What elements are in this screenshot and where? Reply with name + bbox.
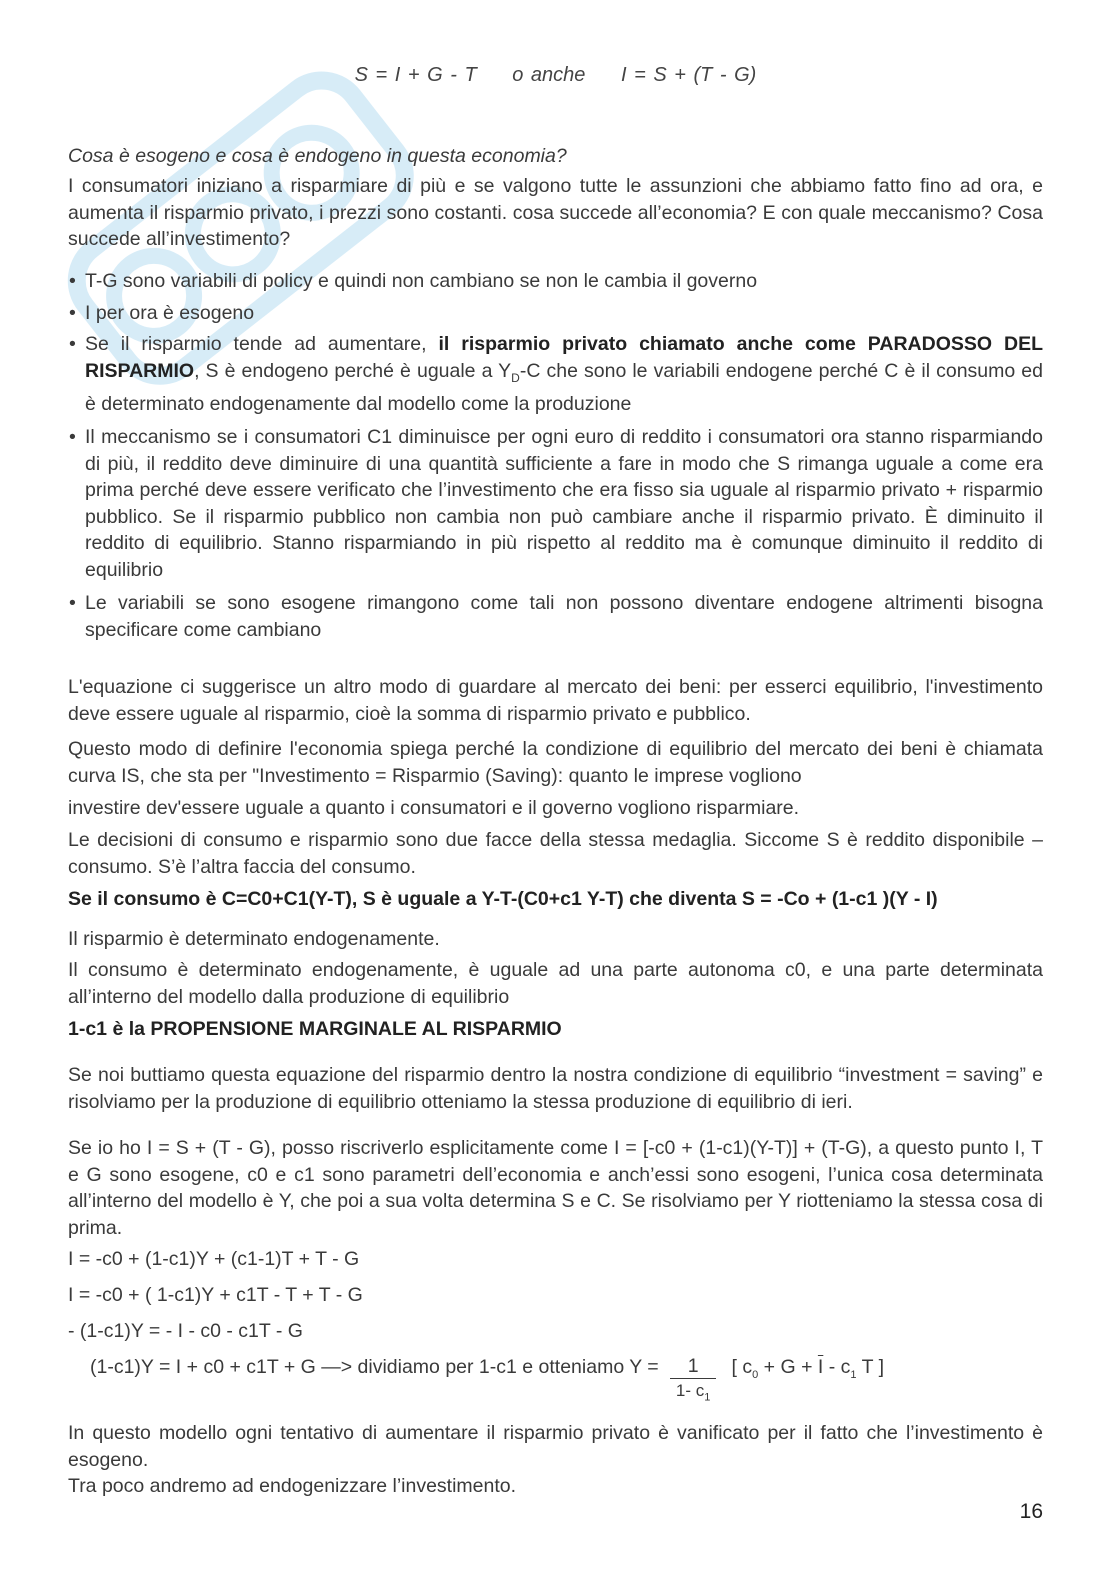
equation-line-4 <box>90 1354 1043 1409</box>
bullet-item-3 <box>68 331 1043 417</box>
intro-paragraph: I consumatori iniziano a risparmiare di più e se valgono tutte le assunzioni che abbiamo fatto fino ad ora, e aumenta il risparmio privato, i prezzi sono costanti. cosa succede all’economia? E con quale meccanismo? Cosa succede all’investimento? <box>68 175 1043 250</box>
bullet-3-text-b: , S è endogeno perché è uguale a Y <box>194 359 512 382</box>
equation-left: S = I + G - T <box>354 64 477 86</box>
bracket-expression <box>731 1356 884 1381</box>
bullet-list <box>68 268 1043 643</box>
fraction-denominator <box>670 1379 716 1409</box>
bracket-a: [ c <box>731 1356 753 1378</box>
fraction <box>670 1354 716 1409</box>
bullet-3-subscript: D <box>511 370 520 385</box>
paragraph-9: Tra poco andremo ad endogenizzare l’investimento. <box>68 1475 517 1497</box>
bracket-sub0: 0 <box>752 1368 759 1381</box>
bullet-item-2: • I per ora è esogeno <box>68 300 1043 327</box>
fraction-numerator: 1 <box>670 1354 716 1379</box>
equation-right: I = S + (T - G) <box>620 64 757 86</box>
bullet-3-text-c: -C che sono le variabili endogene perché C è il consumo ed è determinato endogenamente dal modello come la produzione <box>85 359 1043 415</box>
bullet-item-5: • Le variabili se sono esogene rimangono come tali non possono diventare endogene altrimenti bisogna specificare come cambiano <box>68 590 1043 643</box>
bracket-d: T ] <box>856 1356 884 1378</box>
equation-line-3: - (1-c1)Y = - I - c0 - c1T - G <box>68 1320 303 1342</box>
paragraph-2a: Questo modo di definire l'economia spiega perché la condizione di equilibrio del mercato dei beni è chiamata curva IS, che sta per "Investimento = Risparmio (Saving): quanto le imprese vogliono <box>68 738 1043 787</box>
question-heading: Cosa è esogeno e cosa è endogeno in questa economia? <box>68 145 567 167</box>
equation-line-2: I = -c0 + ( 1-c1)Y + c1T - T + T - G <box>68 1284 363 1306</box>
bullet-item-1: • T-G sono variabili di policy e quindi non cambiano se non le cambia il governo <box>68 268 1043 295</box>
equation-4-text: (1-c1)Y = I + c0 + c1T + G —> dividiamo per 1-c1 e otteniamo Y = <box>90 1356 659 1378</box>
paragraph-1: L'equazione ci suggerisce un altro modo di guardare al mercato dei beni: per esserci equilibrio, l'investimento deve essere uguale al risparmio, cioè la somma di risparmio privato e pubblico. <box>68 676 1043 725</box>
paragraph-5: Il consumo è determinato endogenamente, è uguale ad una parte autonoma c0, e una parte determinata all’interno del modello dalla produzione di equilibrio <box>68 959 1043 1008</box>
investment-bar: $\overline{I}$ <box>817 1356 824 1378</box>
paragraph-2b: investire dev'essere uguale a quanto i consumatori e il governo vogliono risparmiare. <box>68 797 800 819</box>
consumption-formula-line: Se il consumo è C=C0+C1(Y-T), S è uguale a Y-T-(C0+c1 Y-T) che diventa S = -Co + (1-c1 )(Y - I) <box>68 888 938 910</box>
bracket-c: - c <box>823 1356 851 1378</box>
equation-line-1: I = -c0 + (1-c1)Y + (c1-1)T + T - G <box>68 1248 360 1270</box>
paragraph-7: Se io ho I = S + (T - G), posso riscriverlo esplicitamente come I = [-c0 + (1-c1)(Y-T)] + (T-G), a questo punto I, T e G sono esogene, c0 e c1 sono parametri dell’economia e anch’essi sono esogeni, l’unica cosa determinata all’interno del modello è Y, che poi a sua volta determina S e C. Se risolviamo per Y riotteniamo la stessa cosa di prima. <box>68 1137 1043 1239</box>
denominator-base: 1- c <box>675 1381 705 1400</box>
equation-connector: o anche <box>512 64 586 86</box>
paragraph-3: Le decisioni di consumo e risparmio sono due facce della stessa medaglia. Siccome S è reddito disponibile – consumo. S’è l’altra faccia del consumo. <box>68 829 1043 878</box>
page-number: 16 <box>1019 1500 1043 1523</box>
denominator-subscript: 1 <box>704 1391 711 1404</box>
paragraph-8: In questo modello ogni tentativo di aumentare il risparmio privato è vanificato per il fatto che l’investimento è esogeno. <box>68 1422 1043 1471</box>
bullet-3-bold: il risparmio privato chiamato anche come PARADOSSO DEL RISPARMIO <box>85 333 1043 382</box>
bracket-b: + G + <box>758 1356 818 1378</box>
paragraph-4: Il risparmio è determinato endogenamente. <box>68 928 440 950</box>
paragraph-6: Se noi buttiamo questa equazione del risparmio dentro la nostra condizione di equilibrio “investment = saving” e risolviamo per la produzione di equilibrio otteniamo la stessa produzione di equilibrio di ieri. <box>68 1064 1043 1113</box>
bullet-3-text-a: Se il risparmio tende ad aumentare, <box>85 333 439 355</box>
bullet-item-4: • Il meccanismo se i consumatori C1 diminuisce per ogni euro di reddito i consumatori ora stanno risparmiando di più, il reddito deve diminuire di una quantità sufficiente a fare in modo che S rimanga uguale a come era prima perché deve essere verificato che l’investimento che era fisso sia uguale al risparmio privato + risparmio pubblico. Se il risparmio pubblico non cambia non può cambiare anche il risparmio privato. È diminuito il reddito di equilibrio. Stanno risparmiando in più rispetto al reddito ma è comunque diminuito il reddito di equilibrio <box>68 424 1043 583</box>
bracket-sub1: 1 <box>850 1368 857 1381</box>
top-equation <box>68 64 1043 87</box>
marginal-propensity-heading: 1-c1 è la PROPENSIONE MARGINALE AL RISPARMIO <box>68 1018 562 1040</box>
